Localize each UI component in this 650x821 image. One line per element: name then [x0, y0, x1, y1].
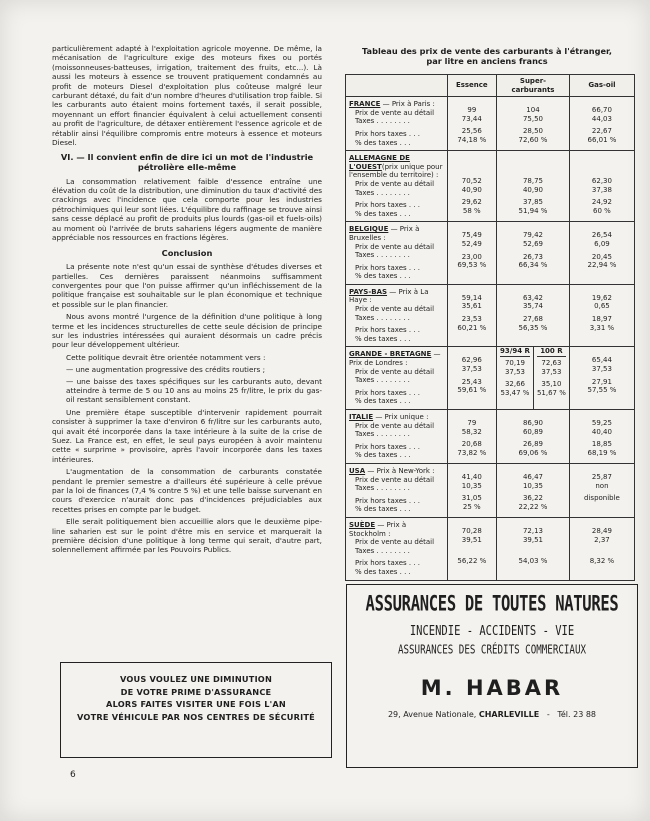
value: 56,35 %: [518, 323, 548, 332]
article-left-column: [52, 44, 322, 558]
value-cell: [447, 517, 496, 580]
value-cell: [569, 347, 634, 410]
value: 66,34 %: [518, 261, 548, 270]
value: 35,74: [522, 302, 543, 311]
paragraph: Cette politique devrait être orientée notamment vers :: [66, 352, 266, 362]
value-cell: [447, 347, 496, 410]
row-label: % des taxes . . .: [355, 334, 411, 343]
table-title: [342, 46, 632, 66]
paragraph: L'augmentation de la consommation de carburants constatée pendant le premier semestre a d'ailleurs été supérieure à celle prévue par la loi de finances (7,4 % contre 5 %) et une telle baisse survenant en cours d'exercice n'aurait donc pas d'incidences préjudiciables aux recettes prises en compte par le budget.: [52, 467, 322, 514]
value: 52,49: [461, 239, 482, 248]
row-label: % des taxes . . .: [355, 209, 411, 218]
value: 37,53: [461, 365, 482, 374]
value: 63,42: [522, 293, 543, 302]
country-sub: — Prix à Paris :: [380, 100, 435, 109]
value: 37,38: [591, 185, 612, 194]
table-row: [346, 517, 635, 580]
value: 37,53: [504, 367, 525, 376]
value: 72,63: [541, 359, 562, 368]
value: 22,94 %: [587, 261, 617, 270]
country-sub: — Prix à New-York :: [365, 466, 435, 475]
value: 58,32: [461, 427, 482, 436]
value: 78,75: [522, 177, 543, 186]
row-label: Taxes . . . . . . . .: [355, 484, 410, 493]
address-city: CHARLEVILLE: [478, 710, 540, 719]
value: 51,67 %: [536, 388, 566, 397]
value: 40,90: [522, 185, 543, 194]
address-phone: Tél. 23 88: [557, 710, 597, 719]
row-label: Prix hors taxes . . .: [355, 201, 421, 210]
value: 40,40: [591, 427, 612, 436]
value: 79: [467, 419, 477, 427]
value: 18,97: [591, 315, 612, 324]
paragraph: Elle serait politiquement bien accueillie alors que le deuxième pipe-line saharien est sur le point d'être mis en service et marquerait la première décision d'une politique à long terme qui serait, d'autre part, solennellement affirmée par les Pouvoirs Publics.: [52, 517, 322, 555]
row-label: Prix hors taxes . . .: [355, 496, 421, 505]
value: non: [595, 481, 609, 490]
value: 59,61 %: [457, 386, 487, 395]
table-title-line1: Tableau des prix de vente des carburants à l'étranger,: [362, 46, 612, 56]
value: 51,94 %: [518, 206, 548, 215]
address-street: 29, Avenue Nationale,: [387, 710, 477, 719]
value: 62,96: [461, 356, 482, 365]
value-cell: [497, 410, 570, 464]
value: 65,44: [591, 356, 612, 365]
value: 72,60 %: [518, 135, 548, 144]
value: 25,43: [461, 377, 482, 386]
sub-header: 100 R: [537, 347, 566, 357]
value-cell: [497, 151, 570, 222]
value: 23,53: [461, 315, 482, 324]
value: 28,50: [522, 127, 543, 136]
value: 60,21 %: [457, 323, 487, 332]
value: 70,28: [461, 526, 482, 535]
country-cell: [346, 284, 448, 347]
value: 3,31 %: [589, 323, 615, 332]
value: 26,73: [522, 252, 543, 261]
value: 2,37: [594, 535, 610, 544]
value-cell: [569, 463, 634, 517]
value: disponible: [584, 494, 620, 503]
row-label: Taxes . . . . . . . .: [355, 313, 410, 322]
value-cell: [569, 410, 634, 464]
row-label: Prix de vente au détail: [355, 305, 435, 314]
row-label: Prix de vente au détail: [355, 475, 435, 484]
row-label: % des taxes . . .: [355, 397, 411, 406]
value: 73,82 %: [457, 448, 487, 457]
row-label: Taxes . . . . . . . .: [355, 376, 410, 385]
value: 20,68: [461, 440, 482, 449]
value: 31,05: [461, 494, 482, 503]
bullet-list: [52, 365, 322, 405]
country-cell: [346, 517, 448, 580]
value: 68,19 %: [587, 448, 617, 457]
insurance-ad-box: [60, 662, 332, 758]
ad-line: VOTRE VÉHICULE PAR NOS CENTRES DE SÉCURITÉ: [77, 711, 315, 722]
value: 66,01 %: [587, 135, 617, 144]
value: 72,13: [522, 526, 543, 535]
table-row: [346, 97, 635, 151]
value: 0,65: [594, 302, 610, 311]
value: 58 %: [462, 206, 481, 215]
value: 36,22: [522, 494, 543, 503]
value: 39,51: [522, 535, 543, 544]
country-cell: [346, 410, 448, 464]
row-label: Prix de vente au détail: [355, 538, 435, 547]
value: 23,00: [461, 252, 482, 261]
country-name: ITALIE: [349, 413, 374, 421]
address-separator: -: [546, 710, 550, 719]
row-label: Prix de vente au détail: [355, 108, 435, 117]
value: 35,61: [461, 302, 482, 311]
country-name: BELGIQUE: [349, 225, 389, 234]
value: 27,68: [522, 315, 543, 324]
value: 79,42: [522, 231, 543, 240]
value: 56,22 %: [457, 556, 487, 565]
row-label: Taxes . . . . . . . .: [355, 430, 410, 439]
value: 19,62: [591, 293, 612, 302]
paragraph: La consommation relativement faible d'essence entraîne une élévation du coût de la distribution, une diminution du taux d'activité des crackings avec l'incidence que cela comporte pour les industries pétrochimiques qui leur sont liées. L'équilibre du raffinage se trouve ainsi sans cesse déplacé au profit de produits plus lourds (gas-oil et fuels-oils) au moment où l'arrivée de bruts sahariens légers augmente de manière appréciable nos ressources en fractions légères.: [52, 176, 322, 243]
value-cell: [497, 517, 570, 580]
value-cell: [497, 347, 534, 410]
ad-line: VOUS VOULEZ UNE DIMINUTION: [119, 674, 273, 684]
table-row: [346, 347, 635, 410]
value: 20,45: [591, 252, 612, 261]
table-row: [346, 410, 635, 464]
row-label: Prix hors taxes . . .: [355, 263, 421, 272]
value-cell: [569, 222, 634, 285]
paragraph: particulièrement adapté à l'exploitation agricole moyenne. De même, la mécanisation de l'agriculture exige des moteurs fixes ou portés (moissonneuses-batteuses, irrigation, traitement des fruits, etc...). Là aussi les moteurs à essence se trouvent pratiquement condamnés au profit de moteurs Diesel d'exploitation plus coûteuse malgré leur carburant détaxé, du fait d'un nombre d'heures d'utilisation trop faible. Si les carburants auto étaient moins fortement taxés, il serait possible, moyennant un effort financier équivalent à celui actuellement consenti au profit de l'agriculture, de détaxer entièrement l'essence agricole et de rétablir ainsi l'équilibre compromis entre moteurs à essence et moteurs Diesel.: [52, 44, 322, 148]
value: 39,51: [461, 535, 482, 544]
value: [451, 548, 493, 557]
value: 69,53 %: [457, 261, 487, 270]
value: 86,90: [522, 419, 543, 427]
value: 10,35: [461, 481, 482, 490]
fuel-price-table: [345, 74, 635, 581]
value: 74,18 %: [457, 135, 487, 144]
value-cell: [533, 347, 569, 410]
country-name: FRANCE: [349, 100, 381, 109]
country-header: [349, 154, 444, 180]
paragraph: La présente note n'est qu'un essai de synthèse d'études diverses et partielles. Ces dernières paraissent néanmoins suffisamment convergentes pour que l'on puisse affirmer qu'un infléchissement de la politique française est souhaitable sur le plan économique et technique et possible sur le plan financier.: [52, 262, 322, 309]
country-sub: — Prix à Stockholm :: [349, 520, 407, 538]
value-cell: [447, 284, 496, 347]
value: 40,90: [461, 185, 482, 194]
country-name: ALLEMAGNE DE L'OUEST: [349, 154, 410, 171]
country-header: [349, 100, 444, 109]
country-cell: [346, 463, 448, 517]
value: 22,22 %: [518, 502, 548, 511]
value-cell: [497, 97, 570, 151]
agent-name: M. HABAR: [420, 676, 564, 700]
row-label: Prix de vente au détail: [355, 421, 435, 430]
value: 41,40: [461, 472, 482, 481]
table-header-row: [346, 75, 635, 97]
value: 10,35: [522, 481, 543, 490]
value-cell: [497, 222, 570, 285]
value: 99: [467, 106, 477, 115]
row-label: % des taxes . . .: [355, 505, 411, 514]
value: 25,87: [591, 472, 612, 481]
value: 25 %: [462, 502, 481, 511]
value: 29,62: [461, 198, 482, 207]
value: 59,14: [461, 293, 482, 302]
row-label: Prix hors taxes . . .: [355, 326, 421, 335]
country-header: [349, 350, 444, 367]
country-sub: (prix unique pour l'ensemble du territoire) :: [349, 162, 443, 180]
value: 22,67: [591, 127, 612, 136]
country-header: [349, 521, 444, 538]
value: 6,09: [594, 239, 610, 248]
row-label: Taxes . . . . . . . .: [355, 117, 410, 126]
row-label: % des taxes . . .: [355, 451, 411, 460]
paragraph: Nous avons montré l'urgence de la définition d'une politique à long terme et les incidences structurelles de cette seule décision de principe sur les industries intéressées qui auraient désormais un cadre précis pour leur développement ultérieur.: [52, 312, 322, 350]
value: [500, 548, 566, 557]
country-sub: — Prix à Bruxelles :: [349, 225, 420, 242]
table-title-line2: par litre en anciens francs: [426, 56, 548, 66]
country-header: [349, 467, 444, 476]
country-header: [349, 413, 444, 422]
row-label: Prix de vente au détail: [355, 242, 435, 251]
value: 37,53: [541, 367, 562, 376]
value-cell: [447, 97, 496, 151]
value-cell: [447, 151, 496, 222]
value: 27,91: [591, 377, 612, 386]
value: 18,85: [591, 440, 612, 449]
value-cell: [497, 463, 570, 517]
value: 73,44: [461, 114, 482, 123]
list-item: — une augmentation progressive des crédits routiers ;: [66, 365, 322, 374]
ad-line: ALORS FAITES VISITER UNE FOIS L'AN: [106, 699, 286, 709]
header-essence: Essence: [447, 75, 496, 97]
value: 60,89: [522, 427, 543, 436]
header-super: Super-carburants: [497, 75, 570, 97]
country-sub: — Prix de Londres :: [349, 350, 441, 368]
country-cell: [346, 151, 448, 222]
list-item: — une baisse des taxes spécifiques sur les carburants auto, devant atteindre à terme de 5 ou 10 ans au moins 25 fr/litre, le prix du gas-oil restant sensiblement constant.: [66, 377, 322, 405]
ad-headline: ASSURANCES DE TOUTES NATURES: [365, 591, 619, 617]
row-label: Prix hors taxes . . .: [355, 388, 421, 397]
sub-header: 93/94 R: [500, 347, 530, 356]
value: 59,25: [591, 419, 612, 427]
value: 24,92: [591, 198, 612, 207]
value: 28,49: [591, 526, 612, 535]
country-cell: [346, 97, 448, 151]
ad-subline: INCENDIE - ACCIDENTS - VIE: [409, 623, 575, 639]
value: 37,85: [522, 198, 543, 207]
value-cell: [569, 97, 634, 151]
value: 26,89: [522, 440, 543, 449]
page-number: 6: [70, 770, 76, 780]
value: 32,66: [504, 380, 525, 389]
value-cell: [569, 151, 634, 222]
value: 66,70: [591, 106, 612, 115]
value: 70,19: [504, 359, 525, 368]
value: 44,03: [591, 114, 612, 123]
country-cell: [346, 347, 448, 410]
value-cell: [447, 222, 496, 285]
value: 46,47: [522, 472, 543, 481]
row-label: Taxes . . . . . . . .: [355, 251, 410, 260]
country-name: USA: [349, 466, 366, 475]
value: 37,53: [591, 365, 612, 374]
value-cell: [497, 284, 570, 347]
value: 104: [526, 106, 540, 115]
value: 35,10: [541, 380, 562, 389]
country-header: [349, 288, 444, 305]
ad-subline: ASSURANCES DES CRÉDITS COMMERCIAUX: [397, 643, 587, 658]
value: 62,30: [591, 177, 612, 186]
value-cell: [447, 463, 496, 517]
row-label: Prix de vente au détail: [355, 367, 435, 376]
row-label: Prix hors taxes . . .: [355, 559, 421, 568]
country-name: PAYS-BAS: [349, 287, 388, 296]
value: 60 %: [593, 206, 611, 215]
row-label: Taxes . . . . . . . .: [355, 188, 410, 197]
country-name: SUÈDE: [349, 520, 376, 529]
table-row: [346, 222, 635, 285]
value: 8,32 %: [589, 556, 615, 565]
country-cell: [346, 222, 448, 285]
conclusion-heading: Conclusion: [161, 247, 213, 258]
value: 57,55 %: [587, 386, 617, 395]
row-label: % des taxes . . .: [355, 138, 411, 147]
value: [573, 548, 631, 557]
ad-line: DE VOTRE PRIME D'ASSURANCE: [120, 686, 272, 697]
agent-address: [347, 710, 637, 719]
country-name: GRANDE - BRETAGNE: [349, 350, 432, 359]
value: 52,69: [522, 239, 543, 248]
value: 25,56: [461, 127, 482, 136]
value: 75,50: [522, 114, 543, 123]
value: 75,49: [461, 231, 482, 240]
value-cell: [447, 410, 496, 464]
value: 70,52: [461, 177, 482, 186]
value: 54,03 %: [518, 556, 548, 565]
table-row: [346, 463, 635, 517]
row-label: Taxes . . . . . . . .: [355, 546, 410, 555]
header-gasoil: Gas-oil: [569, 75, 634, 97]
table-row: [346, 151, 635, 222]
habar-insurance-ad: [346, 584, 638, 768]
header-blank: [346, 75, 448, 97]
section-heading: VI. — Il convient enfin de dire ici un mot de l'industrie pétrolière elle-même: [60, 152, 314, 173]
row-label: Prix hors taxes . . .: [355, 442, 421, 451]
table-row: [346, 284, 635, 347]
country-sub: — Prix unique :: [373, 413, 429, 421]
country-header: [349, 225, 444, 242]
country-sub: — Prix à La Haye :: [349, 287, 429, 305]
value: [573, 503, 631, 512]
value: 53,47 %: [500, 388, 530, 397]
row-label: Prix hors taxes . . .: [355, 129, 421, 138]
value-cell: [569, 284, 634, 347]
value: 26,54: [591, 231, 612, 240]
paragraph: Une première étape susceptible d'intervenir rapidement pourrait consister à supprimer la taxe d'environ 6 fr/litre sur les carburants auto, qui avait été incorporée dans la taxe intérieure à la suite de la crise de Suez. La France est, en effet, le seul pays européen à avoir maintenu cette « surprime » provisoire, après l'avoir incorporée dans les taxes intérieures.: [52, 407, 322, 464]
row-label: Prix de vente au détail: [355, 179, 435, 188]
row-label: % des taxes . . .: [355, 272, 411, 281]
row-label: % des taxes . . .: [355, 567, 411, 576]
value: 69,06 %: [518, 448, 548, 457]
value-cell: [569, 517, 634, 580]
